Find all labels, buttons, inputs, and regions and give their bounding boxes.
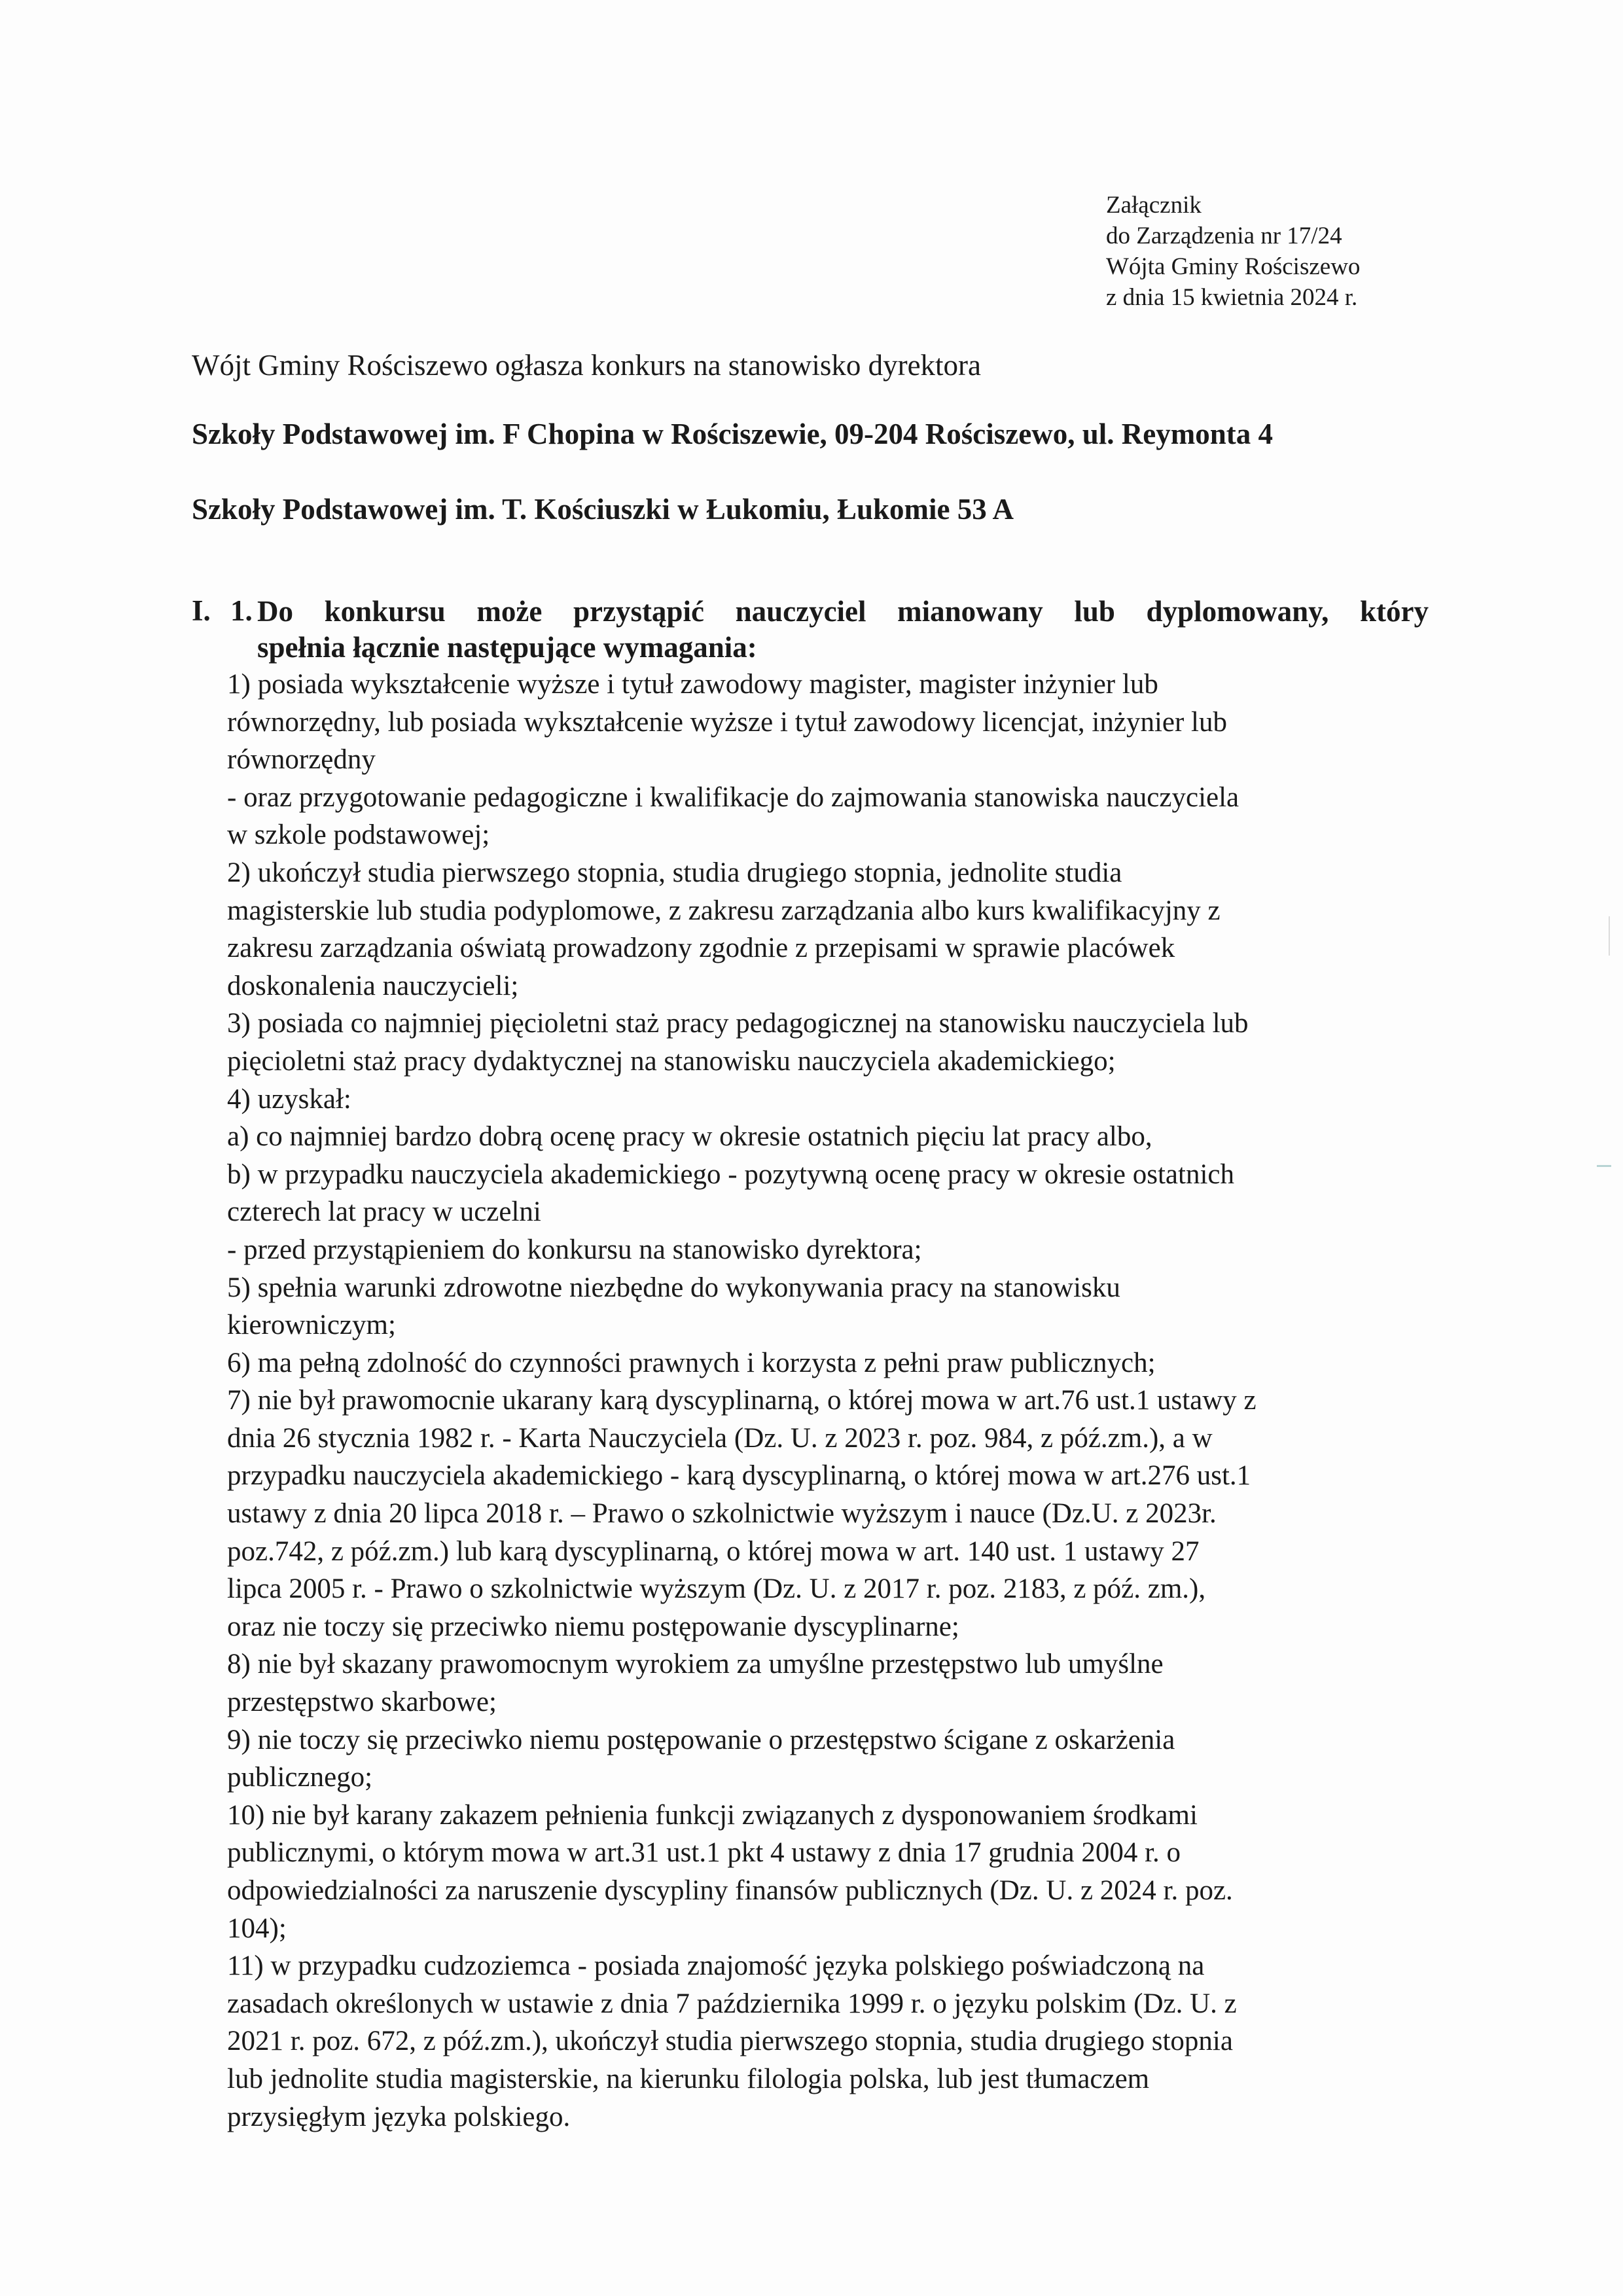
school-name-2: Szkoły Podstawowej im. T. Kościuszki w Łukomiu, Łukomie 53 A <box>192 493 1014 526</box>
annex-line: do Zarządzenia nr 17/24 <box>1106 223 1342 249</box>
requirement-line: - przed przystąpieniem do konkursu na stanowisko dyrektora; <box>227 1234 922 1265</box>
requirement-line: przestępstwo skarbowe; <box>227 1687 497 1718</box>
scan-edge-mark <box>1609 916 1610 956</box>
requirement-line: zakresu zarządzania oświatą prowadzony zgodnie z przepisami w sprawie placówek <box>227 933 1175 964</box>
annex-note <box>1106 190 1360 313</box>
requirement-line: przysięgłym języka polskiego. <box>227 2101 571 2132</box>
requirement-line: odpowiedzialności za naruszenie dyscypliny finansów publicznych (Dz. U. z 2024 r. poz. <box>227 1875 1233 1906</box>
section-heading-line: spełnia łącznie następujące wymagania: <box>257 631 757 664</box>
requirement-line: poz.742, z póź.zm.) lub karą dyscyplinarną, o której mowa w art. 140 ust. 1 ustawy 27 <box>227 1535 1200 1567</box>
requirement-line: kierowniczym; <box>227 1310 396 1341</box>
section-heading-line: Do konkursu może przystąpić nauczyciel mianowany lub dyplomowany, który <box>257 595 1429 628</box>
requirement-line: 7) nie był prawomocnie ukarany karą dyscyplinarną, o której mowa w art.76 ust.1 ustawy z <box>227 1385 1257 1416</box>
requirement-line: 3) posiada co najmniej pięcioletni staż pracy pedagogicznej na stanowisku nauczyciela lub <box>227 1008 1249 1039</box>
requirement-line: 10) nie był karany zakazem pełnienia funkcji związanych z dysponowaniem środkami <box>227 1799 1198 1831</box>
requirement-line: magisterskie lub studia podyplomowe, z zakresu zarządzania albo kurs kwalifikacyjny z <box>227 895 1221 926</box>
requirement-line: 6) ma pełną zdolność do czynności prawnych i korzysta z pełni praw publicznych; <box>227 1347 1156 1378</box>
requirement-line: doskonalenia nauczycieli; <box>227 970 519 1001</box>
requirement-line: 4) uzyskał: <box>227 1083 351 1115</box>
section-number: I. <box>192 594 211 627</box>
item-number: 1. <box>230 594 253 627</box>
requirement-line: publicznego; <box>227 1762 373 1793</box>
requirement-line: przypadku nauczyciela akademickiego - karą dyscyplinarną, o której mowa w art.276 ust.1 <box>227 1460 1251 1492</box>
requirement-line: a) co najmniej bardzo dobrą ocenę pracy w okresie ostatnich pięciu lat pracy albo, <box>227 1121 1152 1153</box>
requirement-line: równorzędny, lub posiada wykształcenie wyższe i tytuł zawodowy licencjat, inżynier lub <box>227 706 1227 738</box>
announcement-text: Wójt Gminy Rościszewo ogłasza konkurs na stanowisko dyrektora <box>192 349 982 382</box>
requirement-line: 8) nie był skazany prawomocnym wyrokiem za umyślne przestępstwo lub umyślne <box>227 1649 1164 1680</box>
requirements-list <box>227 666 1412 2136</box>
requirement-line: ustawy z dnia 20 lipca 2018 r. – Prawo o szkolnictwie wyższym i nauce (Dz.U. z 2023r. <box>227 1498 1217 1530</box>
school-name-1: Szkoły Podstawowej im. F Chopina w Rościszewie, 09-204 Rościszewo, ul. Reymonta 4 <box>192 418 1273 450</box>
requirement-line: b) w przypadku nauczyciela akademickiego - pozytywną ocenę pracy w okresie ostatnich <box>227 1158 1234 1190</box>
requirement-line: 104); <box>227 1912 287 1944</box>
requirement-line: oraz nie toczy się przeciwko niemu postępowanie dyscyplinarne; <box>227 1611 959 1642</box>
requirement-line: lub jednolite studia magisterskie, na kierunku filologia polska, lub jest tłumaczem <box>227 2063 1150 2094</box>
annex-line: Wójta Gminy Rościszewo <box>1106 253 1361 280</box>
requirement-line: czterech lat pracy w uczelni <box>227 1196 541 1228</box>
requirement-line: 5) spełnia warunki zdrowotne niezbędne do wykonywania pracy na stanowisku <box>227 1272 1120 1303</box>
requirement-line: - oraz przygotowanie pedagogiczne i kwalifikacje do zajmowania stanowiska nauczyciela <box>227 781 1240 813</box>
annex-line: z dnia 15 kwietnia 2024 r. <box>1106 284 1358 311</box>
requirement-line: pięcioletni staż pracy dydaktycznej na stanowisku nauczyciela akademickiego; <box>227 1045 1116 1077</box>
section-heading <box>257 594 1429 666</box>
requirement-line: publicznymi, o którym mowa w art.31 ust.1 pkt 4 ustawy z dnia 17 grudnia 2004 r. o <box>227 1837 1181 1869</box>
annex-line: Załącznik <box>1106 192 1202 219</box>
requirement-line: w szkole podstawowej; <box>227 819 490 851</box>
requirement-line: 11) w przypadku cudzoziemca - posiada znajomość języka polskiego poświadczoną na <box>227 1950 1205 1982</box>
requirement-line: dnia 26 stycznia 1982 r. - Karta Nauczyciela (Dz. U. z 2023 r. poz. 984, z póź.zm.), a w <box>227 1422 1213 1454</box>
requirement-line: 9) nie toczy się przeciwko niemu postępowanie o przestępstwo ścigane z oskarżenia <box>227 1724 1175 1755</box>
requirement-line: lipca 2005 r. - Prawo o szkolnictwie wyższym (Dz. U. z 2017 r. poz. 2183, z póź. zm.), <box>227 1573 1206 1605</box>
requirement-line: 1) posiada wykształcenie wyższe i tytuł zawodowy magister, magister inżynier lub <box>227 669 1158 700</box>
requirement-line: równorzędny <box>227 744 376 776</box>
requirement-line: 2) ukończył studia pierwszego stopnia, studia drugiego stopnia, jednolite studia <box>227 857 1122 888</box>
scan-edge-mark <box>1597 1165 1611 1167</box>
requirement-line: 2021 r. poz. 672, z póź.zm.), ukończył studia pierwszego stopnia, studia drugiego stopnia <box>227 2026 1233 2057</box>
requirement-line: zasadach określonych w ustawie z dnia 7 października 1999 r. o języku polskim (Dz. U. z <box>227 1988 1237 2019</box>
